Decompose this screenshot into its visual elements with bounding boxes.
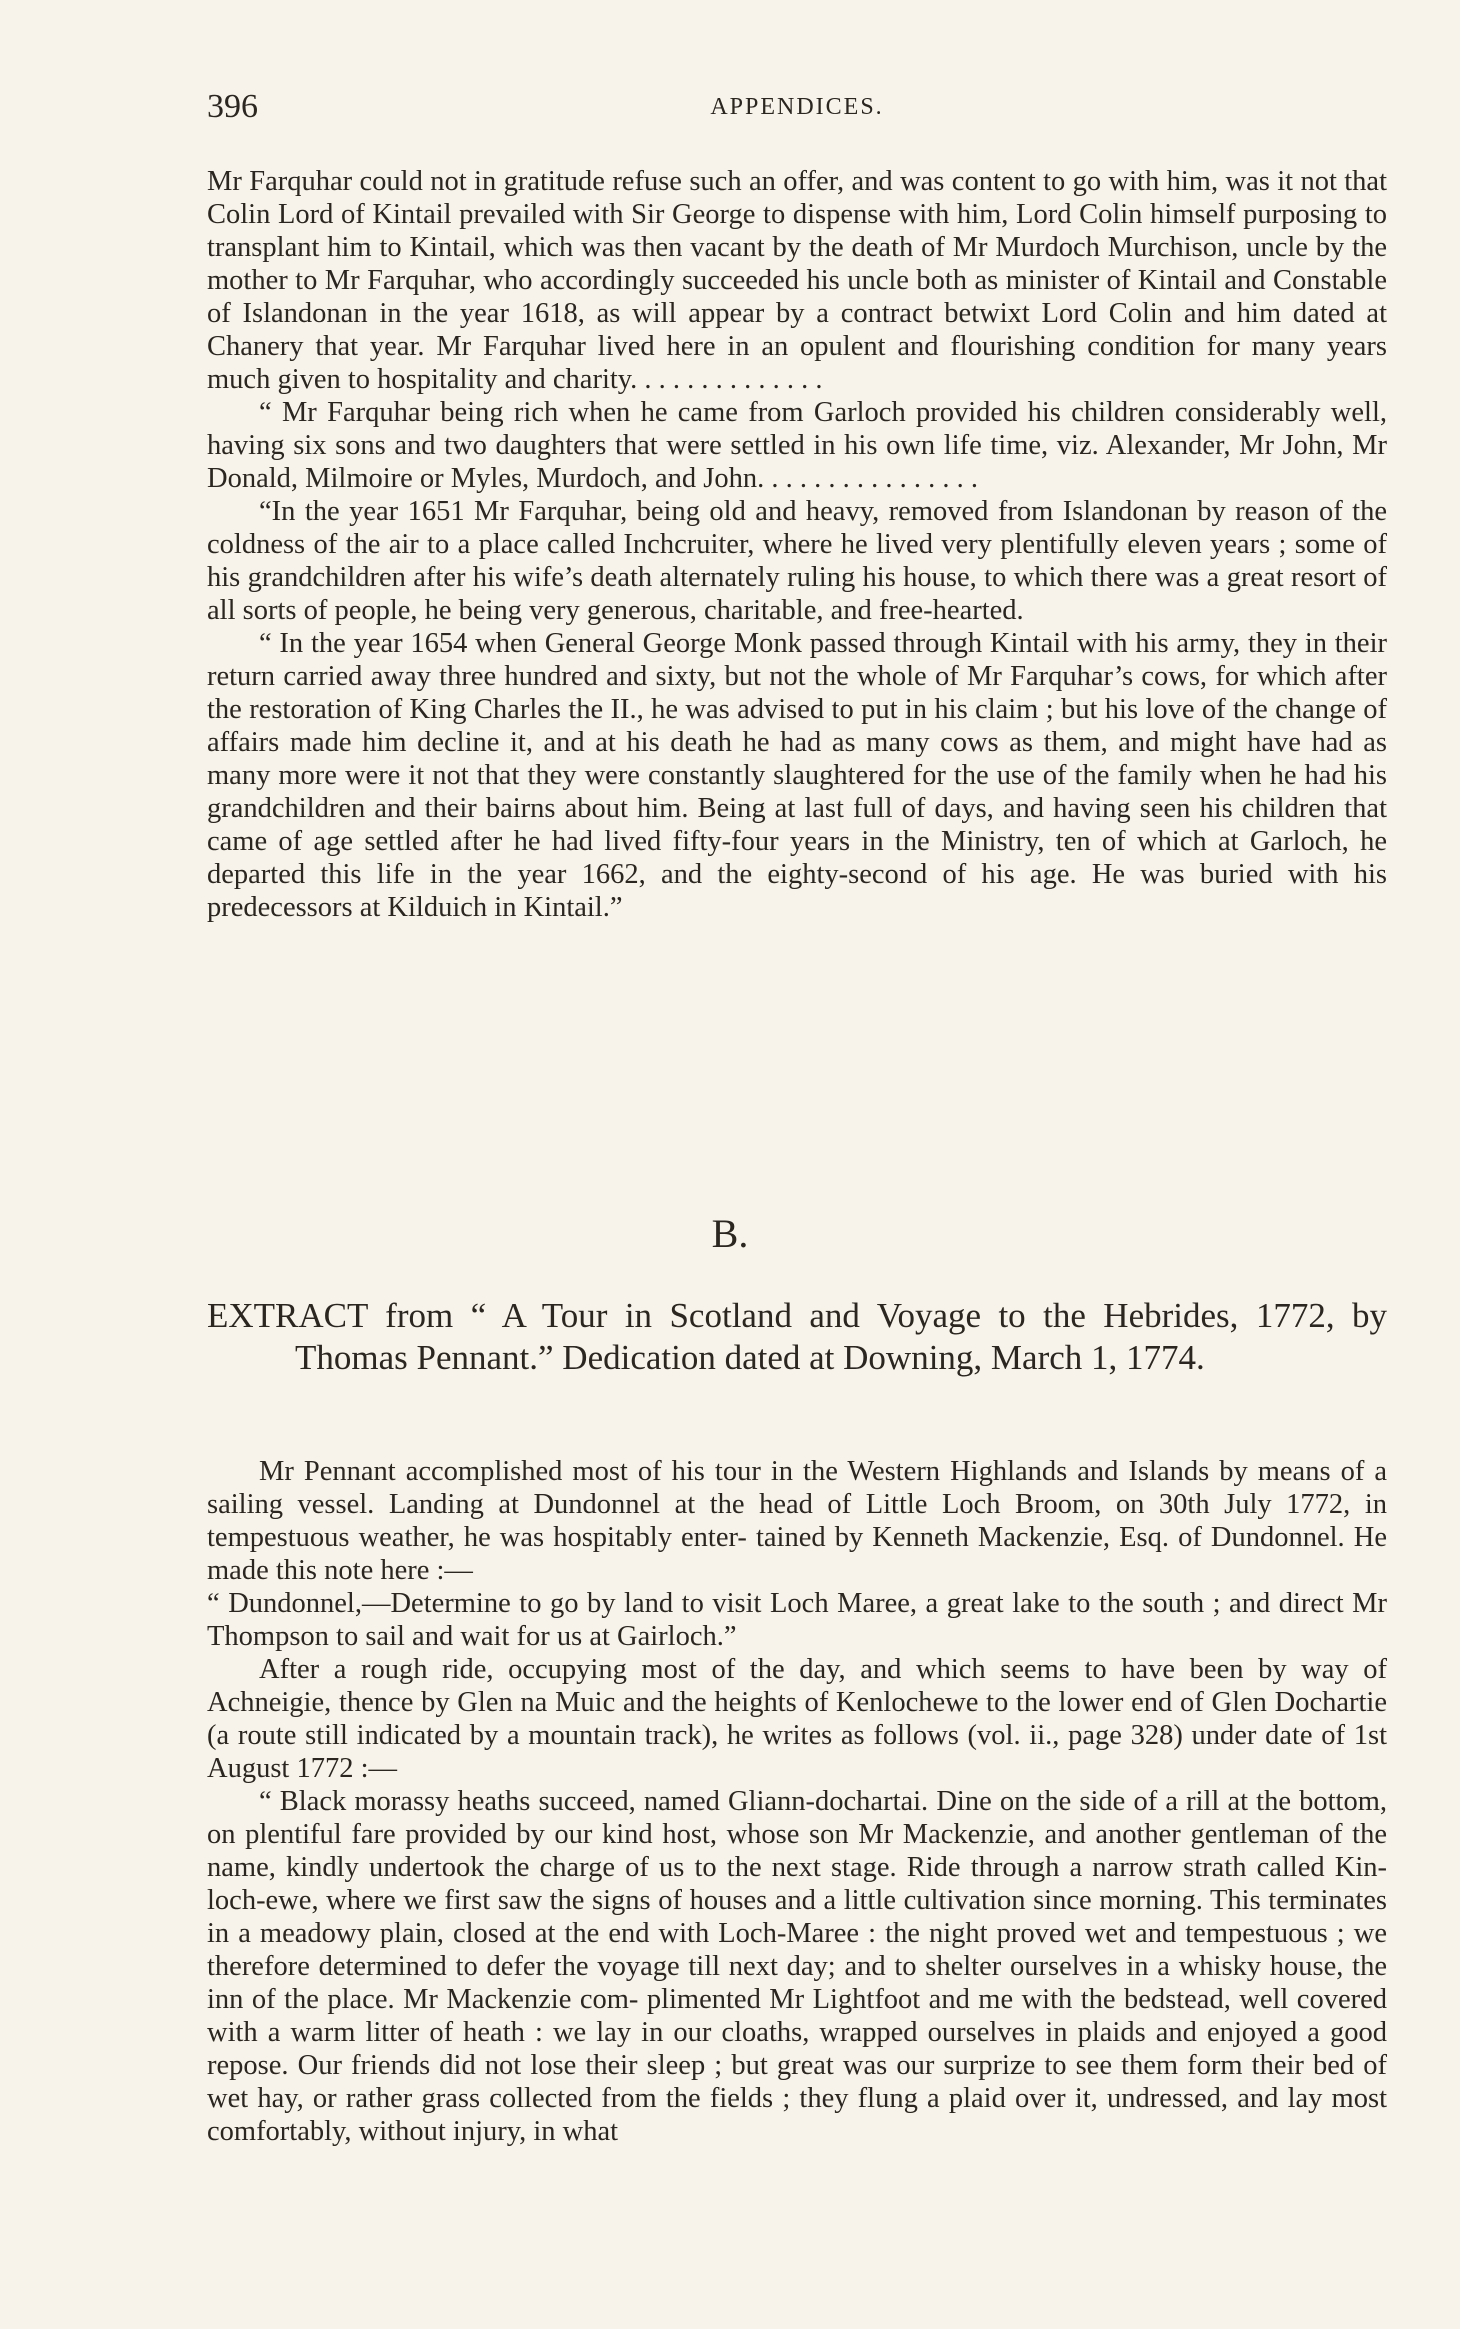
paragraph: “ Black morassy heaths succeed, named Gliann-dochartai. Dine on the side of a rill at the bottom, on plentiful fare provided by our kind host, whose son Mr Mackenzie, and another gentleman of the name, kindly undertook the charge of us to the next stage. Ride through a narrow strath called Kin-loch-ewe, where we first saw the signs of houses and a little cultivation since morning. This terminates in a meadowy plain, closed at the end with Loch-Maree : the night proved wet and tempestuous ; we therefore determined to defer the voyage till next day; and to shelter ourselves in a whisky house, the inn of the place. Mr Mackenzie com- plimented Mr Lightfoot and me with the bedstead, well covered with a warm litter of heath : we lay in our cloaths, wrapped ourselves in plaids and enjoyed a good repose. Our friends did not lose their sleep ; but great was our surprize to see them form their bed of wet hay, or rather grass collected from the fields ; they flung a plaid over it, undressed, and lay most comfortably, without injury, in what (207, 1786, 1387, 2147)
paragraph: “ In the year 1654 when General George Monk passed through Kintail with his army, they in their return carried away three hundred and sixty, but not the whole of Mr Farquhar’s cows, for which after the restoration of King Charles the II., he was advised to put in his claim ; but his love of the change of affairs made him decline it, and at his death he had as many cows as them, and might have had as many more were it not that they were constantly slaughtered for the use of the family when he had his grandchildren and their bairns about him. Being at last full of days, and having seen his children that came of age settled after he had lived fifty-four years in the Ministry, ten of which at Garloch, he departed this life in the year 1662, and the eighty-second of his age. He was buried with his predecessors at Kilduich in Kintail.” (207, 628, 1387, 923)
paragraph: “ Mr Farquhar being rich when he came from Garloch provided his children considerably well, having six sons and two daughters that were settled in his own life time, viz. Alexander, Mr John, Mr Donald, Milmoire or Myles, Murdoch, and John. . . . . . . . . . . . . . . . (207, 397, 1387, 494)
page-number: 396 (207, 88, 258, 125)
section-letter: B. (711, 1211, 749, 1256)
appendix-b-body (207, 1455, 1387, 2148)
paragraph: Mr Pennant accomplished most of his tour in the Western Highlands and Islands by means of a sailing vessel. Landing at Dundonnel at the head of Little Loch Broom, on 30th July 1772, in tempestuous weather, he was hospitably enter- tained by Kenneth Mackenzie, Esq. of Dundonnel. He made this note here :— (207, 1456, 1387, 1586)
extract-heading: EXTRACT from “ A Tour in Scotland and Voyage to the Hebrides, 1772, by Thomas Pennant.” Dedication dated at Downing, March 1, 1774. (207, 1296, 1387, 1377)
page-header (207, 88, 1387, 128)
paragraph: “In the year 1651 Mr Farquhar, being old and heavy, removed from Islandonan by reason of the coldness of the air to a place called Inchcruiter, where he lived very plentifully eleven years ; some of his grandchildren after his wife’s death alternately ruling his house, to which there was a great resort of all sorts of people, he being very generous, charitable, and free-hearted. (207, 496, 1387, 626)
paragraph: “ Dundonnel,—Determine to go by land to visit Loch Maree, a great lake to the south ; and direct Mr Thompson to sail and wait for us at Gairloch.” (207, 1588, 1387, 1652)
paragraph: After a rough ride, occupying most of the day, and which seems to have been by way of Achneigie, thence by Glen na Muic and the heights of Kenlochewe to the lower end of Glen Dochartie (a route still indicated by a mountain track), he writes as follows (vol. ii., page 328) under date of 1st August 1772 :— (207, 1654, 1387, 1784)
running-head: APPENDICES. (710, 94, 884, 120)
paragraph: Mr Farquhar could not in gratitude refuse such an offer, and was content to go with him, was it not that Colin Lord of Kintail prevailed with Sir George to dispense with him, Lord Colin himself purposing to transplant him to Kintail, which was then vacant by the death of Mr Murdoch Murchison, uncle by the mother to Mr Farquhar, who accordingly succeeded his uncle both as minister of Kintail and Constable of Islandonan in the year 1618, as will appear by a contract betwixt Lord Colin and him dated at Chanery that year. Mr Farquhar lived here in an opulent and flourishing condition for many years much given to hospitality and charity. . . . . . . . . . . . . . (207, 166, 1387, 395)
appendix-a-continuation (207, 165, 1387, 924)
